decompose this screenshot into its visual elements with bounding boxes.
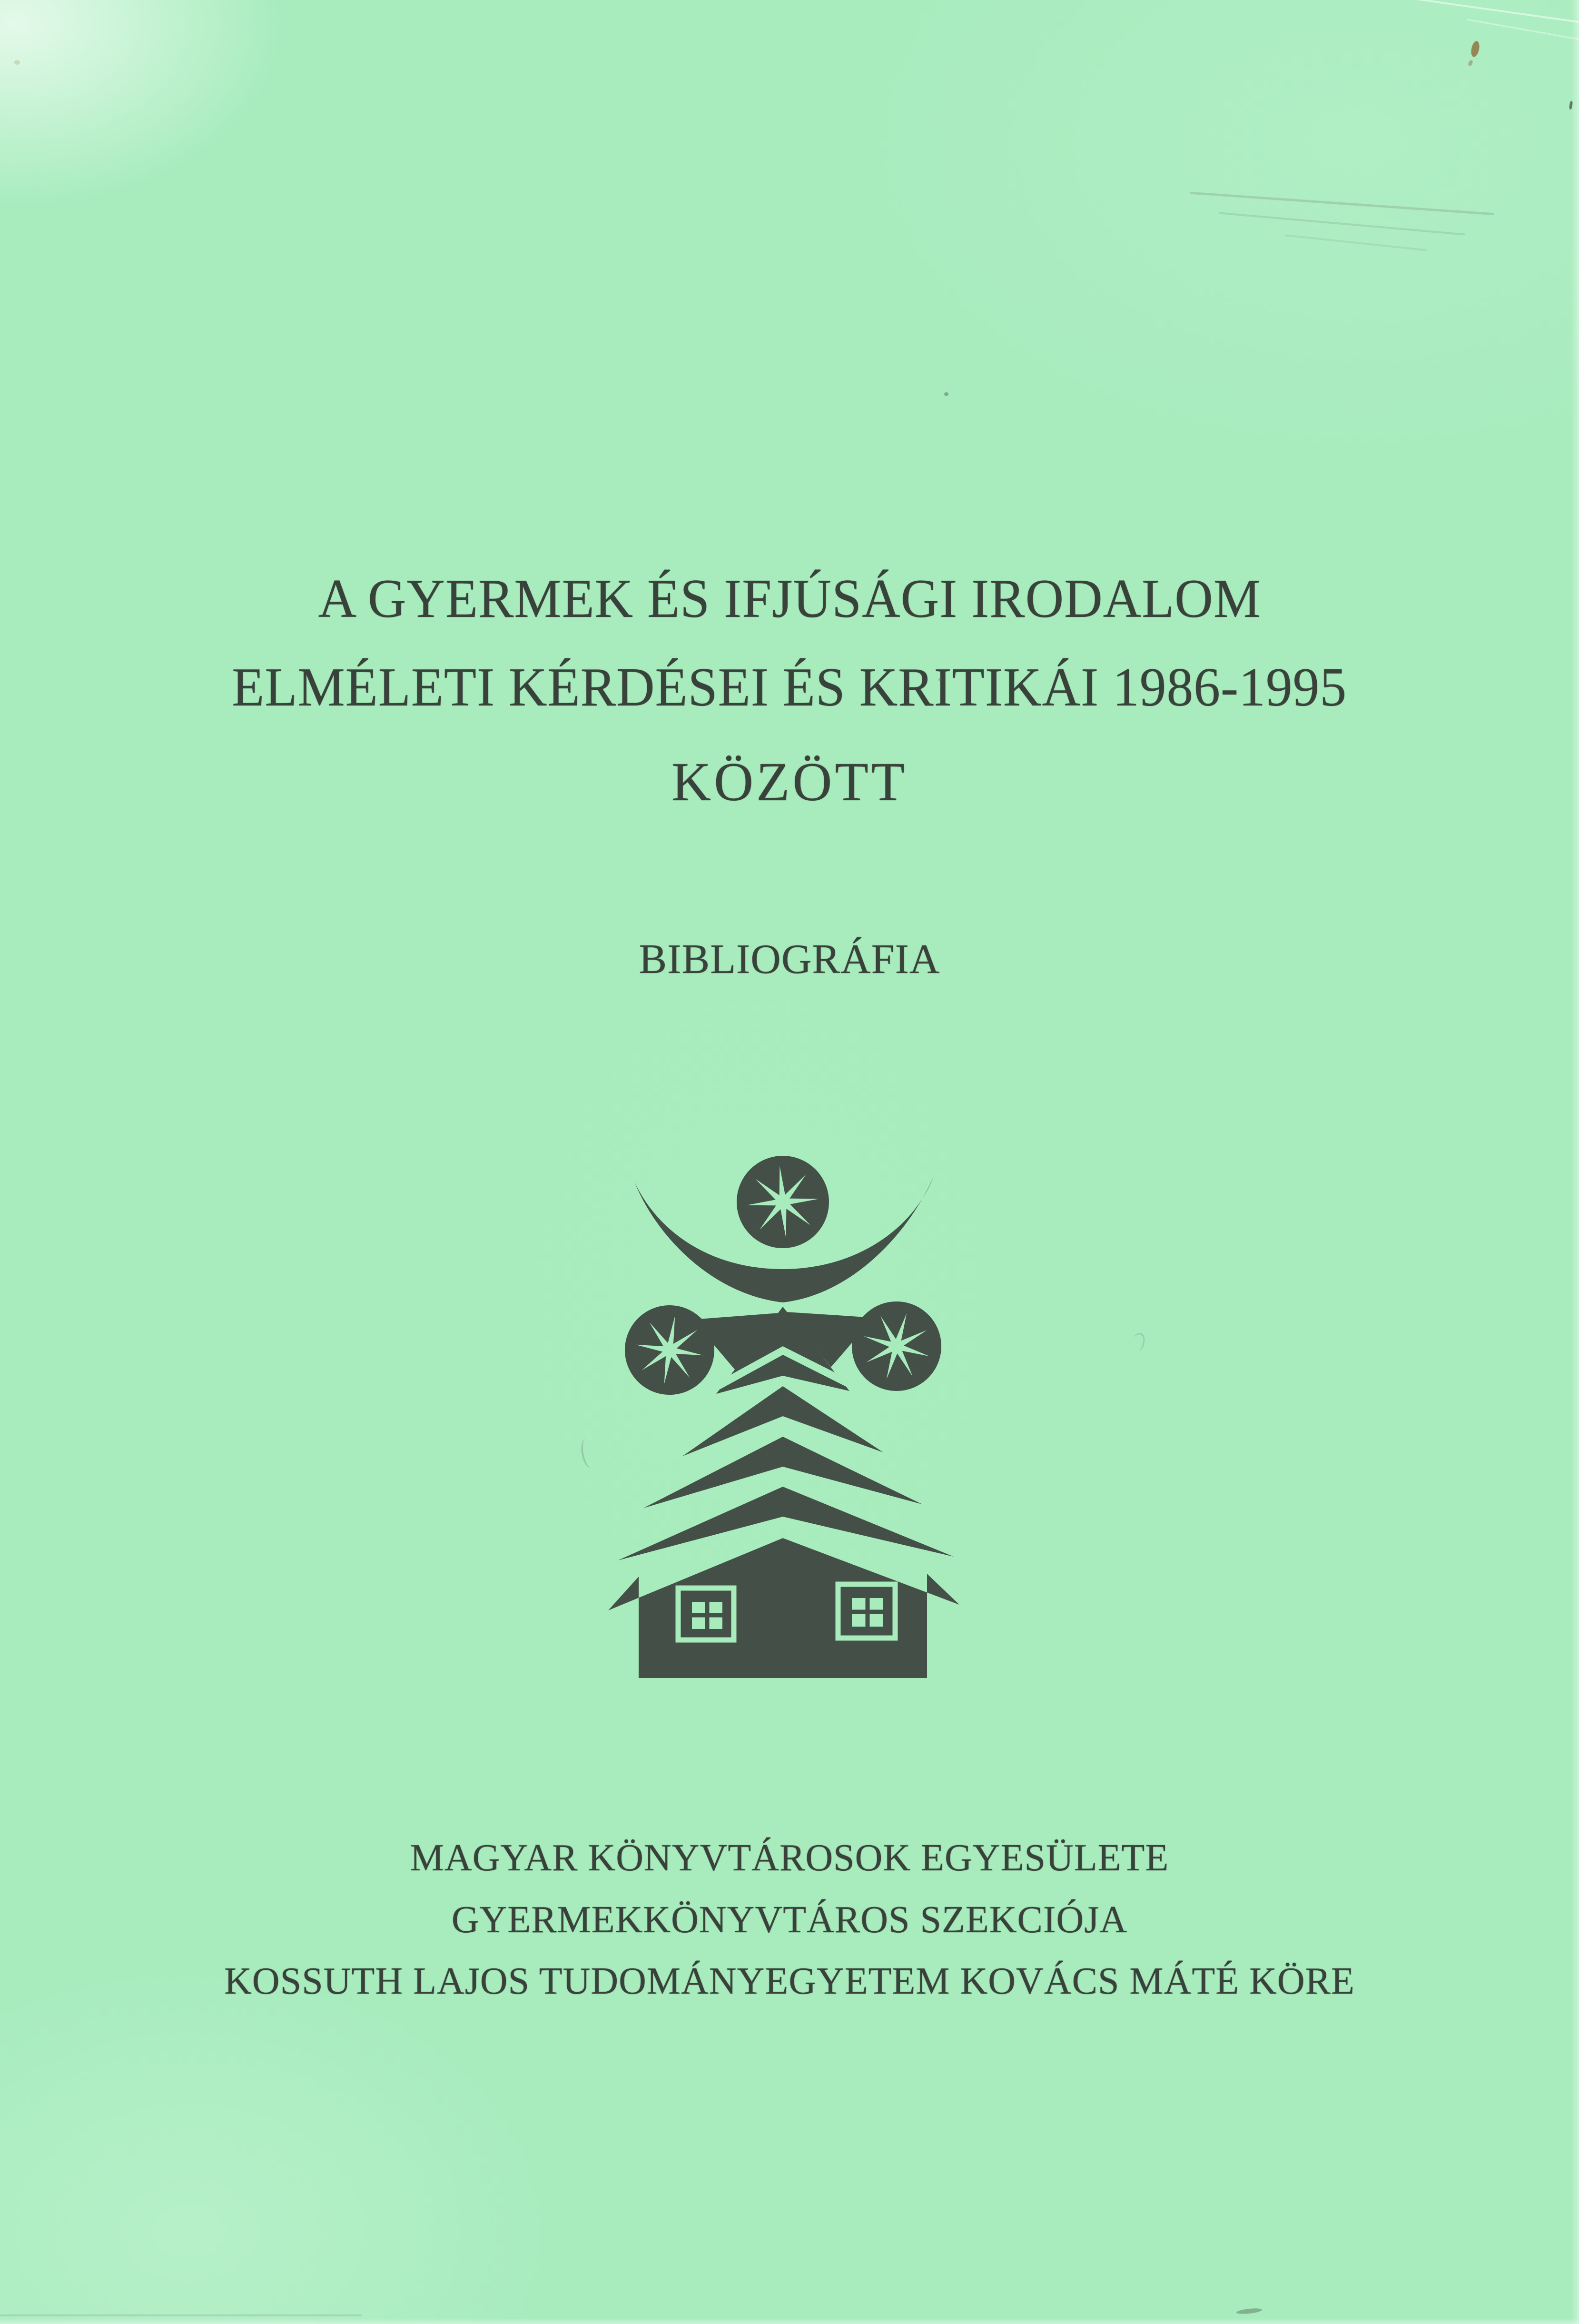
- publisher-line-2-text: GYERMEKKÖNYVTÁROS SZEKCIÓJA: [451, 1899, 1128, 1941]
- publisher-emblem: [604, 1152, 961, 1680]
- scan-edge-light-bottom: [0, 2318, 1579, 2324]
- title-line-2: [0, 657, 1579, 717]
- publisher-line-3-text: KOSSUTH LAJOS TUDOMÁNYEGYETEM KOVÁCS MÁTÉ KÖRE: [224, 1960, 1355, 2002]
- subtitle: [0, 936, 1579, 983]
- publisher-line-2: [0, 1901, 1579, 1939]
- scan-artifact-scratch: [1467, 19, 1579, 41]
- title-line-3-text: KÖZÖTT: [671, 752, 908, 812]
- scan-artifact-dot: [938, 678, 942, 681]
- title-line-2-text: ELMÉLETI KÉRDÉSEI ÉS KRITIKÁI 1986-1995: [232, 657, 1347, 717]
- folk-house-emblem-icon: [604, 1152, 961, 1680]
- scan-artifact-scratch: [1410, 0, 1579, 26]
- scan-artifact-bottom-line: [0, 2314, 362, 2316]
- scan-artifact-pencil-mark: [1131, 1332, 1146, 1352]
- publisher-line-3: [0, 1962, 1579, 2000]
- scan-artifact-fleck: [1468, 60, 1474, 67]
- scan-artifact-smudge: [1236, 2307, 1263, 2315]
- scan-artifact-pencil-mark: [579, 1437, 599, 1470]
- scan-artifact-fleck: [1470, 40, 1481, 58]
- scan-edge-light-right: [1571, 0, 1579, 2324]
- publisher-line-1: [0, 1839, 1579, 1877]
- title-line-1-text: A GYERMEK ÉS IFJÚSÁGI IRODALOM: [318, 568, 1261, 629]
- scan-artifact-dot: [14, 60, 20, 65]
- scan-artifact-dot: [944, 392, 948, 396]
- emblem-house-roof: [608, 1538, 959, 1678]
- title-line-3: [0, 752, 1579, 812]
- subtitle-text: BIBLIOGRÁFIA: [639, 936, 940, 983]
- publisher-line-1-text: MAGYAR KÖNYVTÁROSOK EGYESÜLETE: [410, 1837, 1169, 1879]
- scan-artifact-smudge: [1219, 212, 1465, 235]
- scan-artifact-smudge: [1285, 234, 1428, 251]
- title-line-1: [0, 568, 1579, 629]
- scan-artifact-smudge: [1190, 192, 1494, 216]
